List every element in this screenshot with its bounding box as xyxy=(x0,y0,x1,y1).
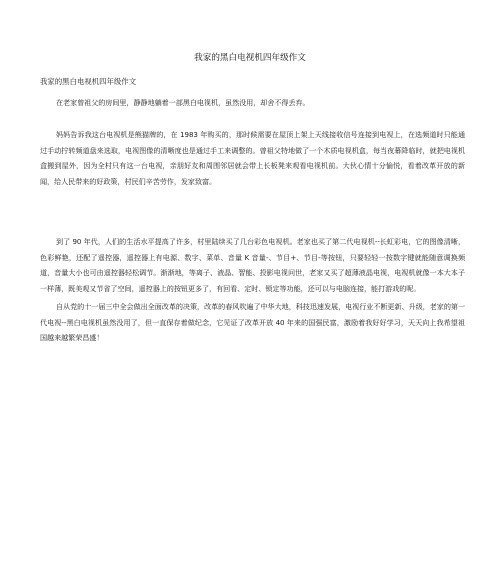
document-title: 我家的黑白电视机四年级作文 xyxy=(194,53,306,63)
document-subtitle: 我家的黑白电视机四年级作文 xyxy=(40,77,137,86)
paragraph-first-tv: 妈妈告诉我这台电视机是熊猫牌的，在 1983 年购买的，那时候需要在屋顶上架上天线接收信号连接到电视上，在选频道时只能通过手动拧转频道盘来选取，电视图像的清晰度也是通过手工来调整的。曾祖父特地做了一个木质电视机盒，每当夜幕降临时，就把电视机盒搬到屋外，因为全村只有这一台电视，亲朋好友和周围邻居就会带上长板凳来观看电视机前。大伙心情十分愉悦，看着改革开放的新闻，给人民带来的好政策，村民们辛苦劳作，发家致富。 xyxy=(40,130,465,186)
paragraph-second-tv: 到了 90 年代，人们的生活水平提高了许多，村里陆续买了几台彩色电视机。老家也买了第二代电视机--长虹彩电，它的图像清晰，色彩鲜艳，还配了遥控器，遥控器上有电源、数字、菜单、音量 K 音量-、节目+、节目-等按钮，只要轻轻一按数字键就能随意调换频道，音量大小也可由遥控器轻松调节。渐渐地，等离子、液晶、智能、投影电视问世，老家又买了超薄液晶电视，电视机就像一本大本子一样薄，既美观又节省了空间，遥控器上的按钮更多了，有回看、定时、锁定等功能，还可以与电脑连接，能打游戏的呢。 xyxy=(40,237,465,293)
paragraph-intro: 在老家曾祖父的房间里，静静地躺着一部黑白电视机，虽然没用，却舍不得丢弃。 xyxy=(56,98,310,107)
paragraph-conclusion: 自从党的十一届三中全会做出全面改革的决策，改革的春风吹遍了中华大地，科技迅速发展，电视行业不断更新、升级，老家的第一代电视--黑白电视机虽然没用了，但一直保存着做纪念，它见证了改革开放 40 年来的国强民富，激励着我好好学习，天天向上我希望祖国越来越繁荣昌盛！ xyxy=(40,302,465,342)
